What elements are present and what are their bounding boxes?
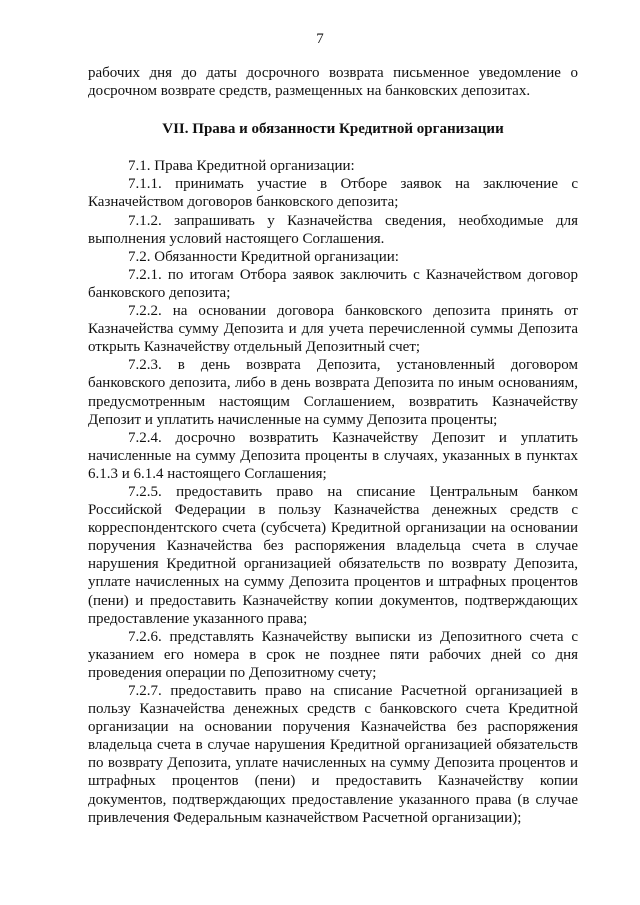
paragraph-7-2: 7.2. Обязанности Кредитной организации: <box>128 248 399 265</box>
paragraph-7-2-3: 7.2.3. в день возврата Депозита, установленный договором банковского депозита, либо в день возврата Депозита по иным основаниям, предусмотренным настоящим Соглашением, возвратить Казначейству Депозит и уплатить начисленные на сумму Депозита проценты; <box>88 357 578 428</box>
paragraph-7-1: 7.1. Права Кредитной организации: <box>128 158 355 175</box>
paragraph-7-2-5: 7.2.5. предоставить право на списание Центральным банком Российской Федерации в пользу Казначейства денежных средств с корреспондентского счета (субсчета) Кредитной организации на основании поручения Казначейства без распоряжения владельца счета в случае нарушения Кредитной организацией обязательств по возврату Депозита, уплате начисленных на сумму Депозита процентов и штрафных процентов (пени) и предоставить Казначейству копии документов, подтверждающих предоставление указанного права; <box>88 483 578 627</box>
intro-continuation: рабочих дня до даты досрочного возврата письменное уведомление о досрочном возврате средств, размещенных на банковских депозитах. <box>88 65 578 100</box>
paragraph-7-2-1: 7.2.1. по итогам Отбора заявок заключить с Казначейством договор банковского депозита; <box>88 266 578 301</box>
paragraph-7-2-7: 7.2.7. предоставить право на списание Расчетной организацией в пользу Казначейства денежных средств с банковского счета Кредитной организации на основании поручения Казначейства без распоряжения владельца счета в случае нарушения Кредитной организацией обязательств по возврату Депозита, уплате начисленных на сумму Депозита процентов и штрафных процентов (пени) и предоставить Казначейству копии документов, подтверждающих предоставление указанного права (в случае привлечения Федеральным казначейством Расчетной организации); <box>88 683 578 826</box>
page-number: 7 <box>316 31 324 47</box>
paragraph-7-1-2: 7.1.2. запрашивать у Казначейства сведения, необходимые для выполнения условий настоящего Соглашения. <box>88 212 578 247</box>
document-body <box>88 64 578 827</box>
paragraph-7-2-4: 7.2.4. досрочно возвратить Казначейству Депозит и уплатить начисленные на сумму Депозита проценты в случаях, указанных в пунктах 6.1.3 и 6.1.4 настоящего Соглашения; <box>88 429 578 482</box>
paragraph-7-1-1: 7.1.1. принимать участие в Отборе заявок на заключение с Казначейством договоров банковского депозита; <box>88 176 578 211</box>
paragraph-7-2-6: 7.2.6. представлять Казначейству выписки из Депозитного счета с указанием его номера в срок не позднее пяти рабочих дней со дня проведения операции по Депозитному счету; <box>88 628 578 681</box>
section-heading: VII. Права и обязанности Кредитной организации <box>162 121 504 138</box>
paragraph-7-2-2: 7.2.2. на основании договора банковского депозита принять от Казначейства сумму Депозита и для учета перечисленной суммы Депозита открыть Казначейству отдельный Депозитный счет; <box>88 303 578 356</box>
